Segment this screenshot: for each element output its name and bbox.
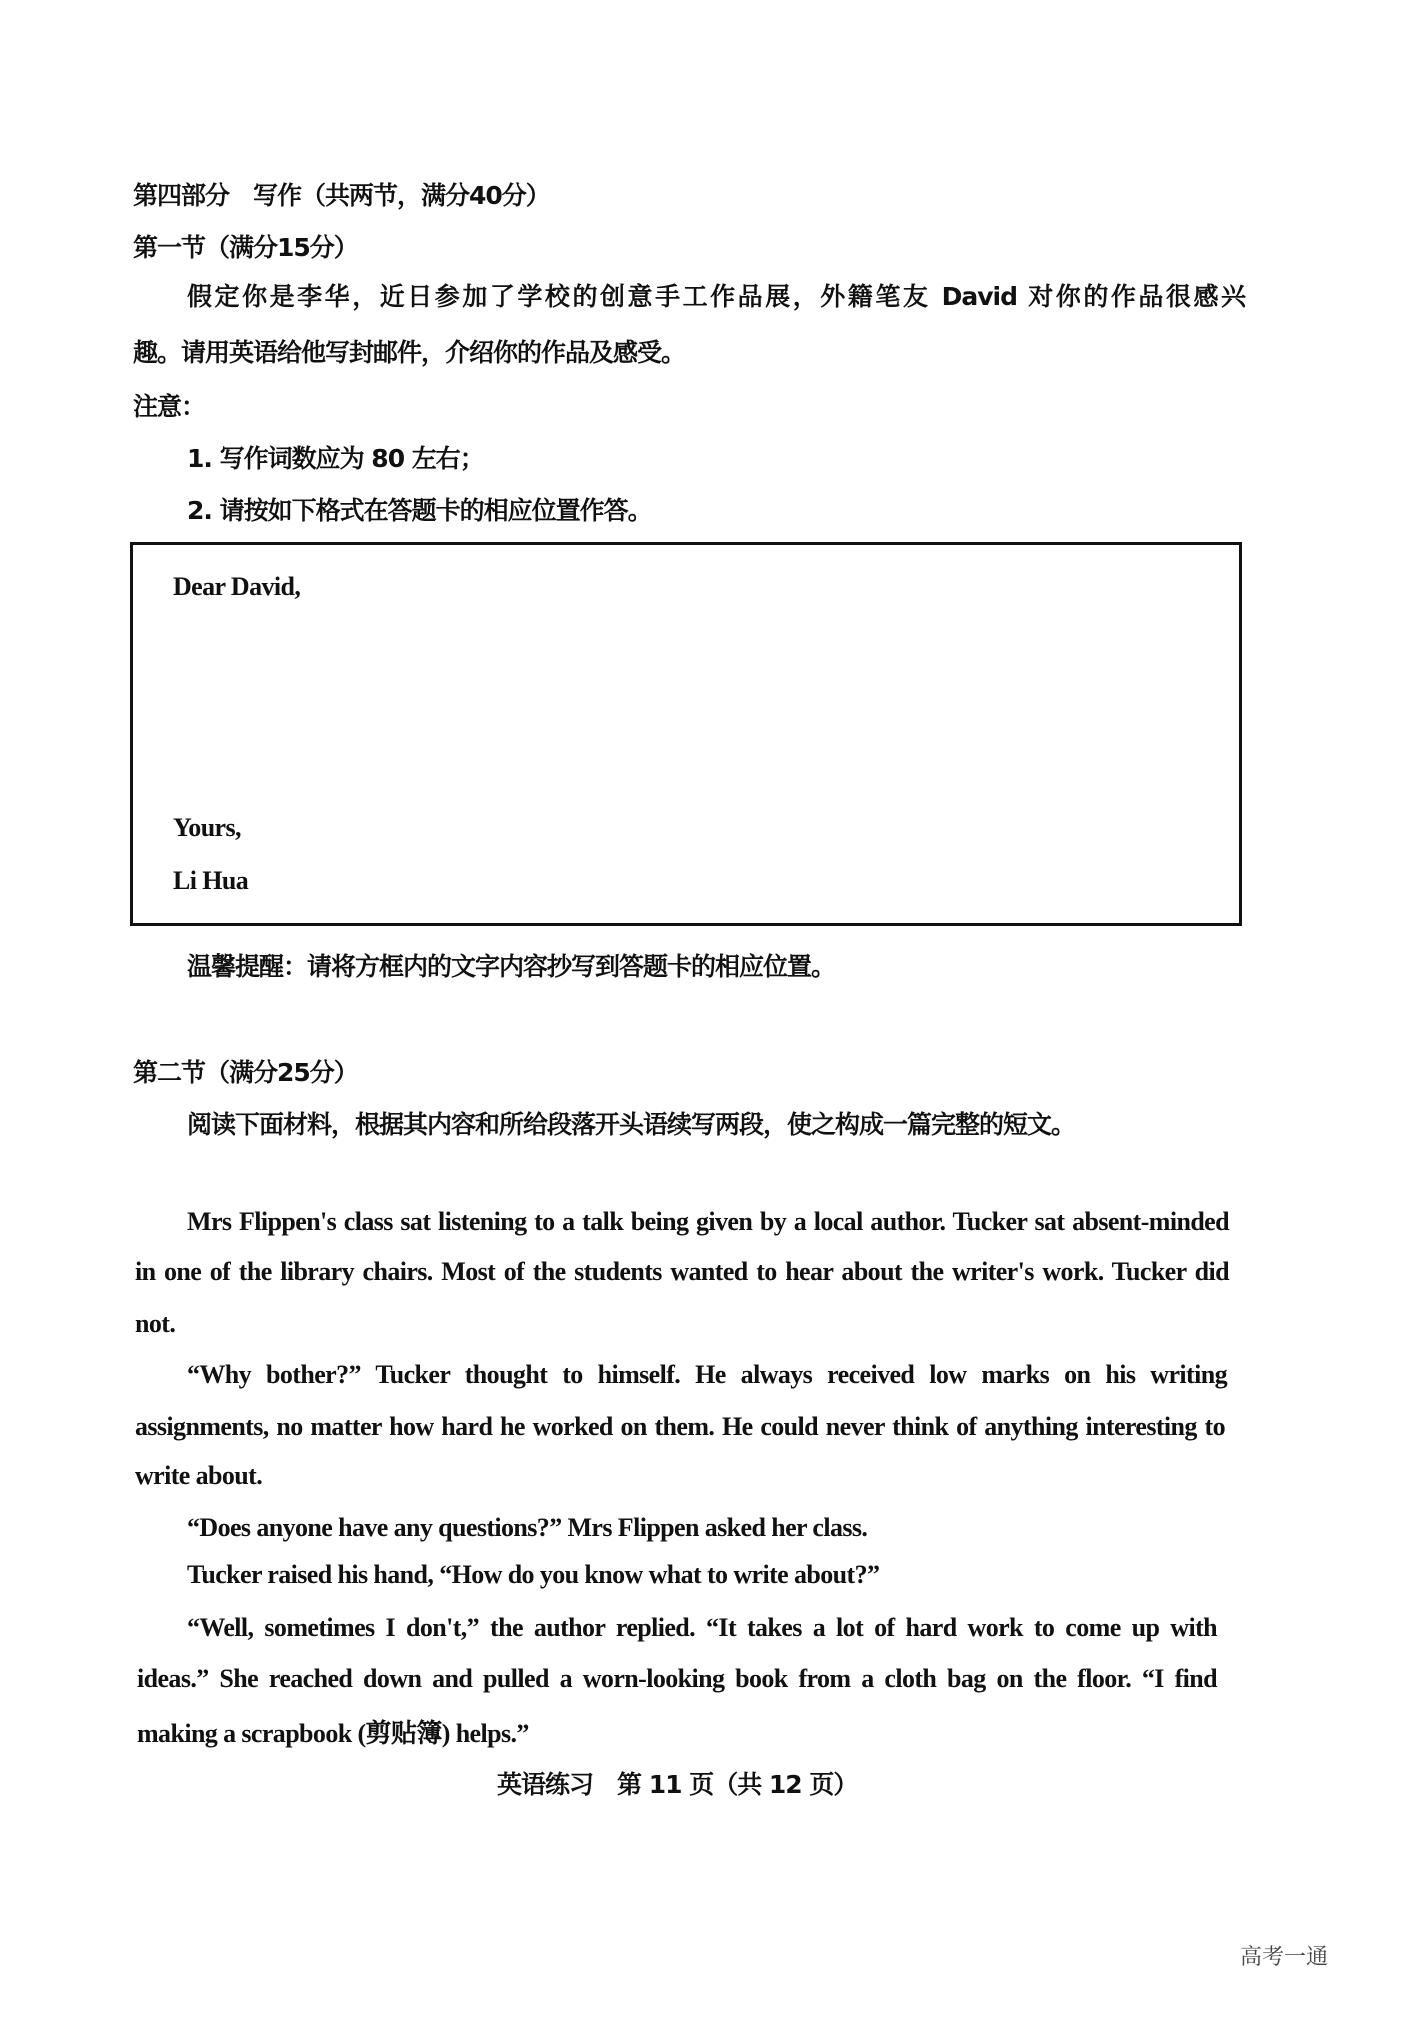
prompt-line: 假定你是李华，近日参加了学校的创意手工作品展，外籍笔友 David 对你的作品很感兴 <box>187 282 1245 311</box>
passage-line: in one of the library chairs. Most of the students wanted to hear about the writer's work. Tucker did <box>135 1257 1229 1286</box>
passage-line: “Why bother?” Tucker thought to himself. He always received low marks on his writing <box>187 1360 1227 1389</box>
passage-line: making a scrapbook (剪贴簿) helps.” <box>137 1719 529 1748</box>
section1-title: 第一节（满分15分） <box>133 233 358 262</box>
part-title: 第四部分 写作（共两节，满分40分） <box>133 181 550 210</box>
passage-line: write about. <box>135 1461 263 1490</box>
passage-line: “Does anyone have any questions?” Mrs Flippen asked her class. <box>187 1513 868 1542</box>
note-item: 1. 写作词数应为 80 左右； <box>187 444 484 473</box>
page-footer: 英语练习 第 11 页（共 12 页） <box>497 1770 858 1799</box>
section2-instruction: 阅读下面材料，根据其内容和所给段落开头语续写两段，使之构成一篇完整的短文。 <box>187 1110 1076 1139</box>
passage-line: ideas.” She reached down and pulled a worn-looking book from a cloth bag on the floor. “I find <box>137 1664 1217 1693</box>
passage-line: Mrs Flippen's class sat listening to a talk being given by a local author. Tucker sat absent-minded <box>187 1207 1229 1236</box>
reminder: 温馨提醒：请将方框内的文字内容抄写到答题卡的相应位置。 <box>187 952 836 981</box>
passage-line: not. <box>135 1309 176 1338</box>
letter-signature: Li Hua <box>173 866 249 895</box>
notes-label: 注意： <box>133 392 206 421</box>
section2-title: 第二节（满分25分） <box>133 1058 358 1087</box>
letter-greeting: Dear David, <box>173 572 301 601</box>
note-item: 2. 请按如下格式在答题卡的相应位置作答。 <box>187 496 652 525</box>
passage-line: “Well, sometimes I don't,” the author replied. “It takes a lot of hard work to come up with <box>187 1613 1217 1642</box>
passage-line: Tucker raised his hand, “How do you know what to write about?” <box>187 1560 880 1589</box>
passage-line: assignments, no matter how hard he worked on them. He could never think of anything interesting to <box>135 1412 1225 1441</box>
watermark: 高考一通 <box>1240 1945 1329 1970</box>
letter-closing: Yours, <box>173 813 241 842</box>
prompt-line: 趣。请用英语给他写封邮件，介绍你的作品及感受。 <box>133 338 686 367</box>
